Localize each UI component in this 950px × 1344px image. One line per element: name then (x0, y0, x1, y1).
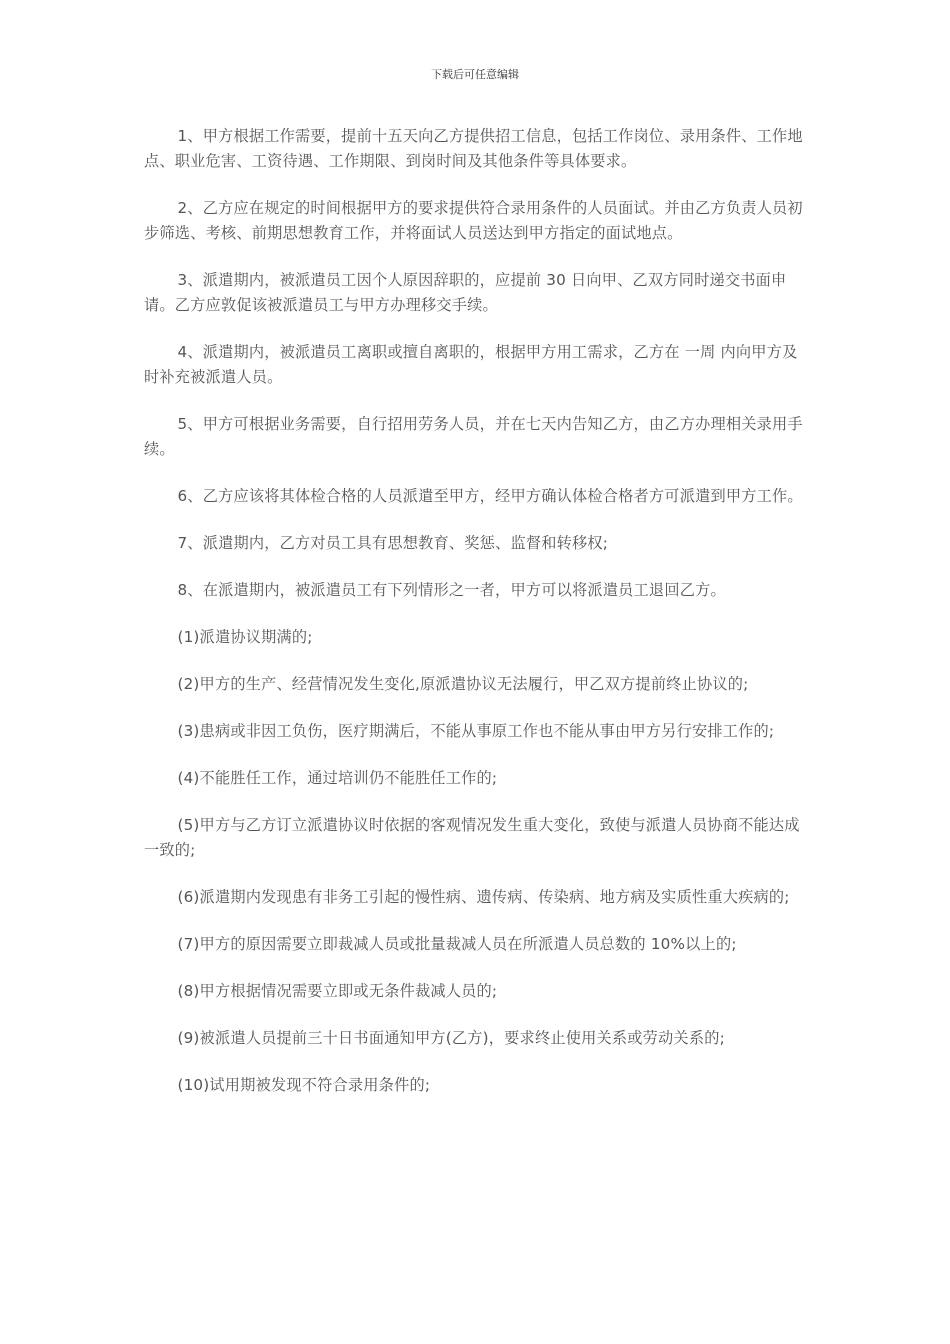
list-item-7: (7)甲方的原因需要立即裁减人员或批量裁减人员在所派遣人员总数的 10%以上的; (177, 935, 737, 953)
list-item-10: (10)试用期被发现不符合录用条件的; (177, 1076, 431, 1094)
list-item-6: (6)派遣期内发现患有非务工引起的慢性病、遗传病、传染病、地方病及实质性重大疾病的; (177, 888, 790, 906)
list-item-2: (2)甲方的生产、经营情况发生变化,原派遣协议无法履行，甲乙双方提前终止协议的; (177, 675, 749, 693)
paragraph-5: 5、甲方可根据业务需要，自行招用劳务人员，并在七天内告知乙方，由乙方办理相关录用手续。 (144, 415, 803, 458)
list-item-1: (1)派遣协议期满的; (177, 628, 313, 646)
document-body (144, 124, 809, 1120)
paragraph-7: 7、派遣期内，乙方对员工具有思想教育、奖惩、监督和转移权; (177, 534, 609, 552)
paragraph-1: 1、甲方根据工作需要，提前十五天向乙方提供招工信息，包括工作岗位、录用条件、工作地点、职业危害、工资待遇、工作期限、到岗时间及其他条件等具体要求。 (144, 127, 803, 170)
list-item-4: (4)不能胜任工作，通过培训仍不能胜任工作的; (177, 769, 498, 787)
list-item-5: (5)甲方与乙方订立派遣协议时依据的客观情况发生重大变化，致使与派遣人员协商不能达成一致的; (144, 816, 800, 859)
paragraph-3: 3、派遣期内，被派遣员工因个人原因辞职的，应提前 30 日向甲、乙双方同时递交书面申请。乙方应敦促该被派遣员工与甲方办理移交手续。 (144, 271, 787, 314)
list-item-3: (3)患病或非因工负伤，医疗期满后，不能从事原工作也不能从事由甲方另行安排工作的; (177, 722, 775, 740)
page-header: 下载后可任意编辑 (431, 68, 519, 81)
paragraph-8: 8、在派遣期内，被派遣员工有下列情形之一者，甲方可以将派遣员工退回乙方。 (177, 581, 726, 599)
paragraph-4: 4、派遣期内，被派遣员工离职或擅自离职的，根据甲方用工需求，乙方在 一周 内向甲方及时补充被派遣人员。 (144, 343, 798, 386)
paragraph-2: 2、乙方应在规定的时间根据甲方的要求提供符合录用条件的人员面试。并由乙方负责人员初步筛选、考核、前期思想教育工作，并将面试人员送达到甲方指定的面试地点。 (144, 199, 803, 242)
list-item-8: (8)甲方根据情况需要立即或无条件裁减人员的; (177, 982, 498, 1000)
paragraph-6: 6、乙方应该将其体检合格的人员派遣至甲方，经甲方确认体检合格者方可派遣到甲方工作。 (177, 487, 803, 505)
list-item-9: (9)被派遣人员提前三十日书面通知甲方(乙方)，要求终止使用关系或劳动关系的; (177, 1029, 725, 1047)
